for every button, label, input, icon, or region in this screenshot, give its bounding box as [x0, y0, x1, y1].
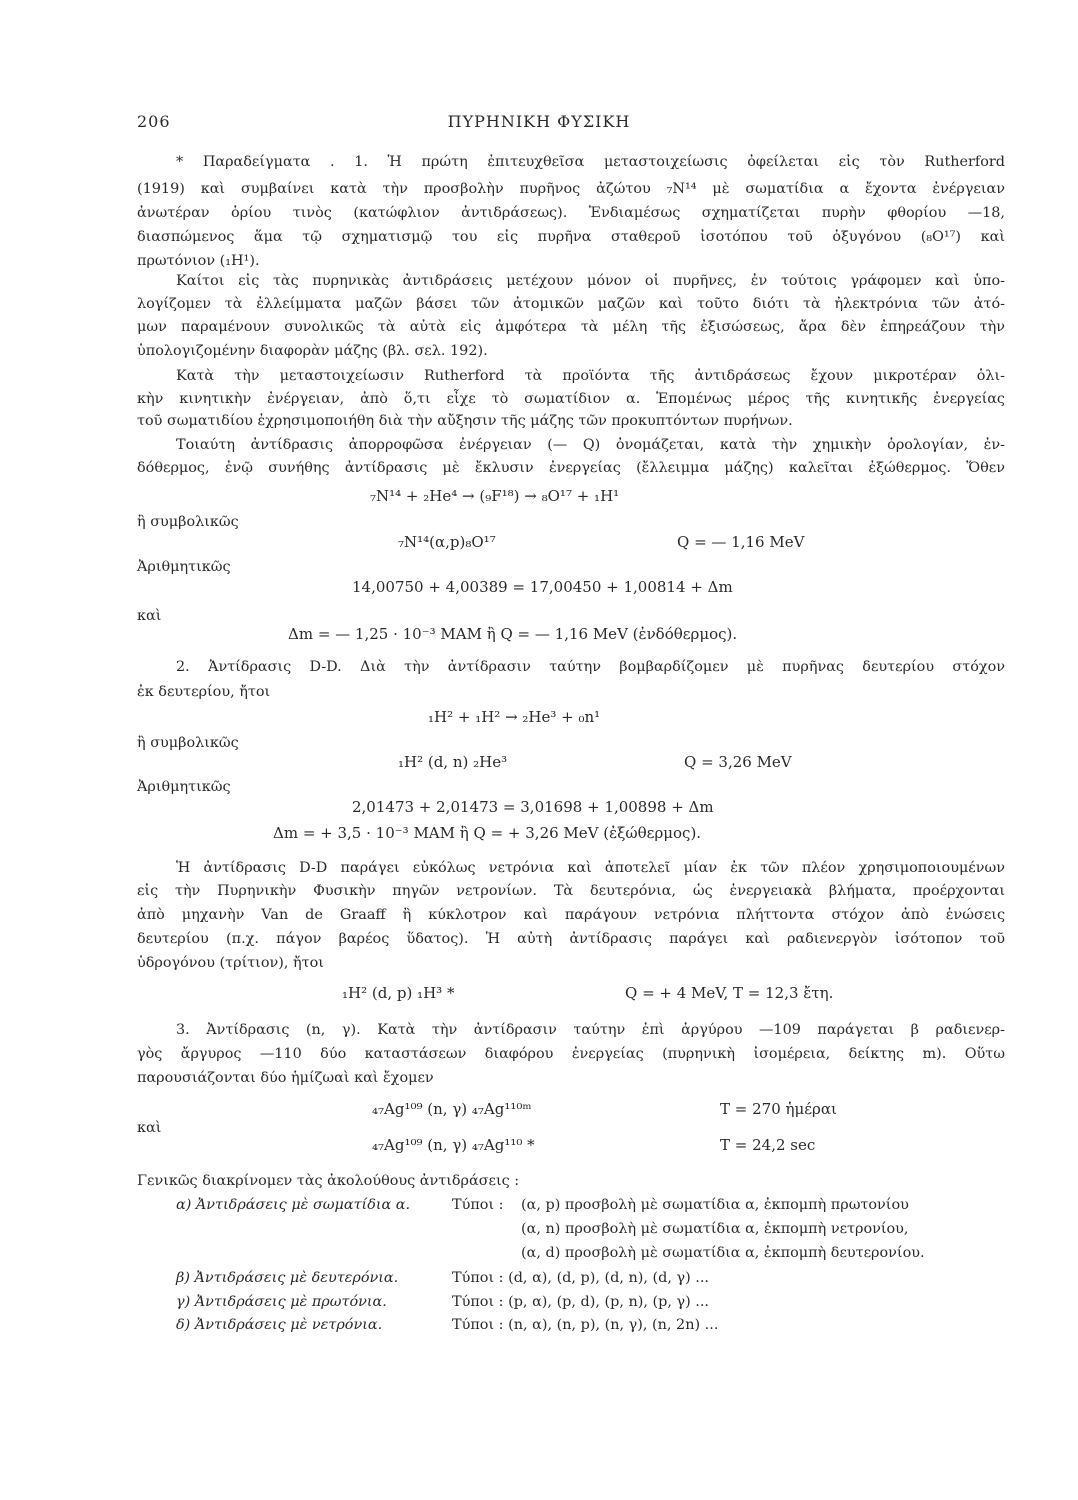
text-line: ὑπολογιζομένην διαφορὰν μάζης (βλ. σελ. 192). — [137, 343, 488, 359]
equation-tritium: ₁H² (d, p) ₁H³ * — [342, 984, 455, 1002]
equation-reaction-1: ₇N¹⁴ + ₂He⁴ → (₉F¹⁸) → ₈O¹⁷ + ₁H¹ — [370, 487, 620, 505]
page-number: 206 — [137, 112, 171, 131]
class-proton-types: Τύποι : (p, α), (p, d), (p, n), (p, γ) ... — [452, 1294, 710, 1310]
text-line: Ἡ ἀντίδρασις D-D παράγει εὐκόλως νετρόνια καὶ ἀποτελεῖ μίαν ἐκ τῶν πλέον χρησιμοποιουμένων — [176, 860, 1005, 876]
text-line: 2. Ἀντίδρασις D-D. Διὰ τὴν ἀντίδρασιν ταύτην βομβαρδίζομεν μὲ πυρῆνας δευτερίου στόχον — [176, 659, 1005, 675]
page-title: ΠΥΡΗΝΙΚΗ ΦΥΣΙΚΗ — [447, 112, 631, 131]
equation-silver-2: ₄₇Ag¹⁰⁹ (n, γ) ₄₇Ag¹¹⁰ * — [372, 1136, 535, 1154]
label-numeric: Ἀριθμητικῶς — [137, 559, 231, 575]
text-line: ἐκ δευτερίου, ἤτοι — [137, 684, 271, 700]
text-line: κὴν κινητικὴν ἐνέργειαν, ἀπὸ ὅ,τι εἶχε τὸ σωματίδιον α. Ἑπομένως μέρος τῆς κινητικῆς ἐνεργείας — [137, 391, 1005, 407]
text-line: μων παραμένουν συνολικῶς τὰ αὐτὰ εἰς ἀμφότερα τὰ μέλη τῆς ἐξισώσεως, ἄρα δὲν ἐπηρεάζουν τὴν — [137, 319, 1005, 335]
classes-intro: Γενικῶς διακρίνομεν τὰς ἀκολούθους ἀντιδράσεις : — [137, 1173, 520, 1189]
equation-silver-1: ₄₇Ag¹⁰⁹ (n, γ) ₄₇Ag¹¹⁰ᵐ — [372, 1100, 532, 1118]
label-and: καὶ — [137, 608, 162, 624]
equation-numeric-2: 2,01473 + 2,01473 = 3,01698 + 1,00898 + Δm — [352, 798, 714, 816]
text-line: γὸς ἄργυρος —110 δύο καταστάσεων διαφόρου ἐνεργείας (πυρηνικὴ ἰσομέρεια, δείκτης m). Οὕτω — [137, 1046, 1005, 1062]
label-numeric: Ἀριθμητικῶς — [137, 779, 231, 795]
class-deuteron-types: Τύποι : (d, α), (d, p), (d, n), (d, γ) ... — [452, 1270, 710, 1286]
class-alpha-types-label: Τύποι : — [452, 1197, 504, 1213]
class-alpha-type-2: (α, n) προσβολὴ μὲ σωματίδια α, ἐκπομπὴ νετρονίου, — [521, 1221, 909, 1237]
equation-delta-1: Δm = — 1,25 · 10⁻³ MAM ἢ Q = — 1,16 MeV (ἐνδόθερμος). — [288, 625, 738, 643]
class-alpha-label: α) Ἀντιδράσεις μὲ σωματίδια α. — [176, 1197, 411, 1213]
text-line: 3. Ἀντίδρασις (n, γ). Κατὰ τὴν ἀντίδρασιν ταύτην ἐπὶ ἀργύρου —109 παράγεται β ραδιενερ- — [176, 1022, 1005, 1038]
half-life-2: T = 24,2 sec — [720, 1136, 816, 1154]
text-line: εἰς τὴν Πυρηνικὴν Φυσικὴν πηγῶν νετρονίων. Τὰ δευτερόνια, ὡς ἐνεργειακὰ βλήματα, προέρχονται — [137, 883, 1005, 899]
label-symbolic: ἢ συμβολικῶς — [137, 735, 239, 751]
text-line: δευτερίου (π.χ. πάγον βαρέος ὕδατος). Ἡ αὐτὴ ἀντίδρασις παράγει καὶ ραδιενεργὸν ἰσότοπον τοῦ — [137, 931, 1005, 947]
half-life-1: T = 270 ἡμέραι — [720, 1100, 837, 1118]
label-symbolic: ἢ συμβολικῶς — [137, 514, 239, 530]
equation-symbolic-1: ₇N¹⁴(α,p)₈O¹⁷ — [398, 533, 496, 551]
equation-delta-2: Δm = + 3,5 · 10⁻³ MAM ἢ Q = + 3,26 MeV (ἐξώθερμος). — [273, 824, 702, 842]
q-t-tritium: Q = + 4 MeV, T = 12,3 ἔτη. — [625, 984, 834, 1002]
text-line: Καίτοι εἰς τὰς πυρηνικὰς ἀντιδράσεις μετέχουν μόνον οἱ πυρῆνες, ἐν τούτοις γράφομεν καὶ ὑπο- — [176, 273, 1005, 289]
text-line: ἀπὸ μηχανὴν Van de Graaff ἢ κύκλοτρον καὶ παράγουν νετρόνια πλήττοντα στόχον ἀπὸ ἑνώσεις — [137, 907, 1005, 923]
class-proton-label: γ) Ἀντιδράσεις μὲ πρωτόνια. — [176, 1294, 387, 1310]
text-line: διασπώμενος ἅμα τῷ σχηματισμῷ του εἰς πυρῆνα σταθεροῦ ἰσοτόπου τοῦ ὀξυγόνου (₈O¹⁷) καὶ — [137, 229, 1005, 245]
text-line: τοῦ σωματιδίου ἐχρησιμοποιήθη διὰ τὴν αὔξησιν τῆς μάζης τῶν προκυπτόντων πυρήνων. — [137, 413, 793, 429]
text-line: πρωτόνιον (₁H¹). — [137, 253, 260, 269]
text-line: ἀνωτέραν ὁρίου τινὸς (κατώφλιον ἀντιδράσεως). Ἐνδιαμέσως σχηματίζεται πυρὴν φθορίου —18, — [137, 205, 1005, 221]
q-value-2: Q = 3,26 MeV — [684, 753, 792, 771]
class-alpha-type-3: (α, d) προσβολὴ μὲ σωματίδια α, ἐκπομπὴ δευτερονίου. — [521, 1245, 925, 1261]
text-line: παρουσιάζονται δύο ἡμίζωαὶ καὶ ἔχομεν — [137, 1070, 434, 1086]
text-line: * Παραδείγματα . 1. Ἡ πρώτη ἐπιτευχθεῖσα μεταστοιχείωσις ὀφείλεται εἰς τὸν Rutherford — [176, 154, 1005, 170]
class-neutron-label: δ) Ἀντιδράσεις μὲ νετρόνια. — [176, 1317, 383, 1333]
label-and: καὶ — [137, 1120, 162, 1136]
equation-symbolic-2: ₁H² (d, n) ₂He³ — [398, 753, 508, 771]
text-line: (1919) καὶ συμβαίνει κατὰ τὴν προσβολὴν πυρῆνος ἀζώτου ₇N¹⁴ μὲ σωματίδια α ἔχοντα ἐνέργειαν — [137, 181, 1005, 197]
q-value-1: Q = — 1,16 MeV — [677, 533, 805, 551]
text-line: Τοιαύτη ἀντίδρασις ἀπορροφῶσα ἐνέργειαν (— Q) ὀνομάζεται, κατὰ τὴν χημικὴν ὁρολογίαν, ἐν- — [176, 437, 1005, 453]
equation-reaction-2: ₁H² + ₁H² → ₂He³ + ₀n¹ — [428, 708, 601, 726]
equation-numeric-1: 14,00750 + 4,00389 = 17,00450 + 1,00814 + Δm — [352, 578, 733, 596]
text-line: δόθερμος, ἐνῷ συνήθης ἀντίδρασις μὲ ἔκλυσιν ἐνεργείας (ἔλλειμμα μάζης) καλεῖται ἐξώθερμος. Ὅθεν — [137, 460, 1005, 476]
class-deuteron-label: β) Ἀντιδράσεις μὲ δευτερόνια. — [176, 1270, 399, 1286]
class-alpha-type-1: (α, p) προσβολὴ μὲ σωματίδια α, ἐκπομπὴ πρωτονίου — [521, 1197, 909, 1213]
text-line: Κατὰ τὴν μεταστοιχείωσιν Rutherford τὰ προϊόντα τῆς ἀντιδράσεως ἔχουν μικροτέραν ὁλι- — [176, 368, 1005, 384]
text-line: ὑδρογόνου (τρίτιον), ἤτοι — [137, 955, 324, 971]
text-line: λογίζομεν τὰ ἐλλείμματα μαζῶν βάσει τῶν ἀτομικῶν μαζῶν καὶ τοῦτο διότι τὰ ἠλεκτρόνια τῶν ἀτό- — [137, 296, 1005, 312]
class-neutron-types: Τύποι : (n, α), (n, p), (n, γ), (n, 2n) ... — [452, 1317, 719, 1333]
